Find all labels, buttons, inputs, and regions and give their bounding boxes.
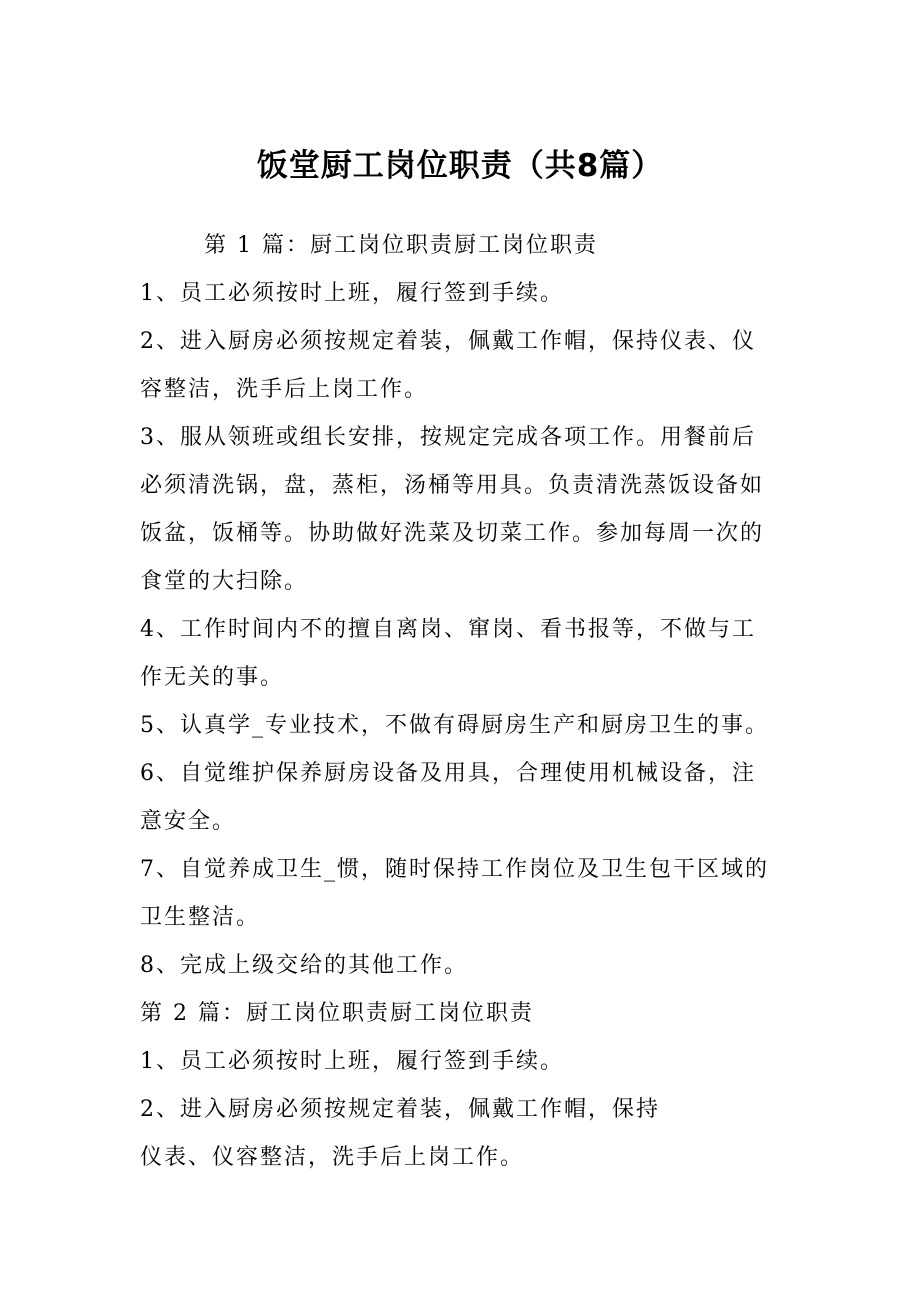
paragraph-line: 5、认真学_专业技术，不做有碍厨房生产和厨房卫生的事。 (140, 713, 769, 738)
document-title: 饭堂厨工岗位职责（共8篇） (256, 148, 664, 184)
paragraph-line: 仪表、仪容整洁，洗手后上岗工作。 (140, 1145, 525, 1170)
paragraph-line: 8、完成上级交给的其他工作。 (140, 953, 468, 978)
paragraph-line: 7、自觉养成卫生_惯，随时保持工作岗位及卫生包干区域的 (140, 857, 769, 882)
section-heading-2: 第 2 篇：厨工岗位职责厨工岗位职责 (140, 1001, 534, 1026)
paragraph-line: 作无关的事。 (140, 665, 285, 690)
section-heading-1: 第 1 篇：厨工岗位职责厨工岗位职责 (204, 233, 598, 258)
paragraph-line: 2、进入厨房必须按规定着装，佩戴工作帽，保持 (140, 1097, 660, 1122)
paragraph-line: 食堂的大扫除。 (140, 569, 309, 594)
paragraph-line: 2、进入厨房必须按规定着装，佩戴工作帽，保持仪表、仪 (140, 329, 756, 354)
paragraph-line: 容整洁，洗手后上岗工作。 (140, 377, 429, 402)
paragraph-line: 必须清洗锅，盘，蒸柜，汤桶等用具。负责清洗蒸饭设备如 (140, 473, 765, 498)
paragraph-line: 4、工作时间内不的擅自离岗、窜岗、看书报等，不做与工 (140, 617, 756, 642)
paragraph-line: 6、自觉维护保养厨房设备及用具，合理使用机械设备，注 (140, 761, 756, 786)
paragraph-line: 1、员工必须按时上班，履行签到手续。 (140, 281, 564, 306)
document-body (140, 222, 800, 1182)
paragraph-line: 卫生整洁。 (140, 905, 261, 930)
paragraph-line: 意安全。 (140, 809, 237, 834)
paragraph-line: 3、服从领班或组长安排，按规定完成各项工作。用餐前后 (140, 425, 756, 450)
paragraph-line: 1、员工必须按时上班，履行签到手续。 (140, 1049, 564, 1074)
paragraph-line: 饭盆，饭桶等。协助做好洗菜及切菜工作。参加每周一次的 (140, 521, 765, 546)
